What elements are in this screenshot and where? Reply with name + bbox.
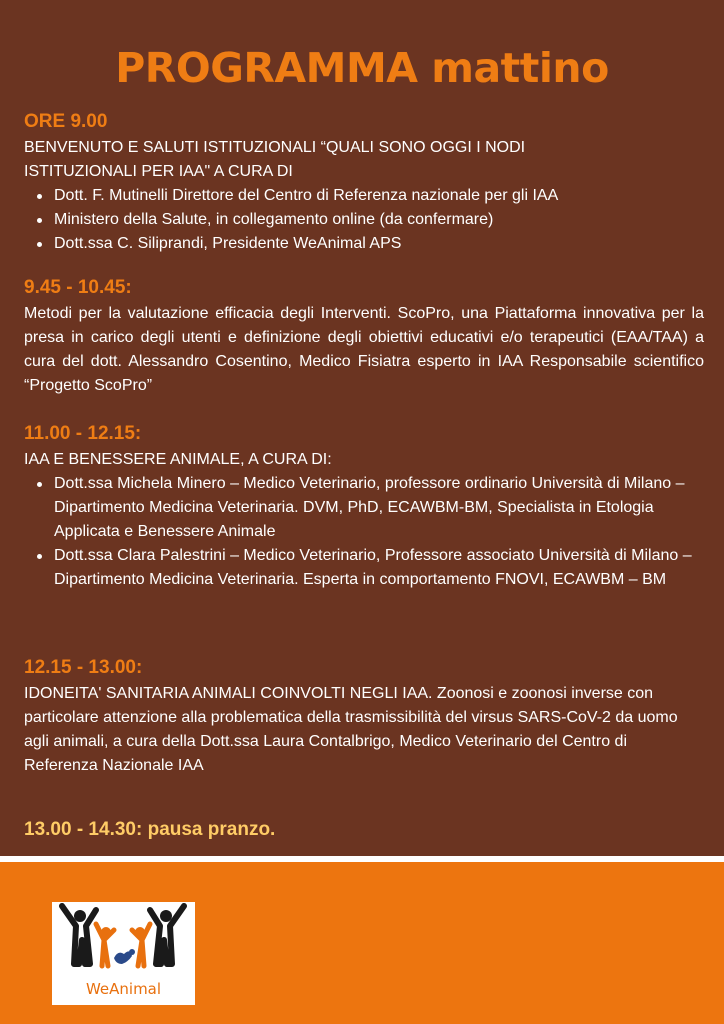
- logo-text: WeAnimal: [85, 980, 162, 998]
- speaker-item: Ministero della Salute, in collegamento online (da confermare): [24, 208, 704, 232]
- speaker-item: Dott.ssa C. Siliprandi, Presidente WeAnimal APS: [24, 232, 704, 256]
- section-time: 13.00 - 14.30: pausa pranzo.: [24, 819, 276, 840]
- section-intro-line: ISTITUZIONALI PER IAA" A CURA DI: [24, 163, 293, 180]
- section-12-15: [24, 656, 704, 778]
- section-time: 11.00 - 12.15:: [24, 423, 142, 444]
- section-time: 9.45 - 10.45:: [24, 277, 132, 298]
- section-body: IDONEITA' SANITARIA ANIMALI COINVOLTI NEGLI IAA. Zoonosi e zoonosi inverse con particolare attenzione alla problematica della trasmissibilità del virsus SARS-CoV-2 da uomo agli animali, a cura della Dott.ssa Laura Contalbrigo, Medico Veterinario del Centro di Referenza Nazionale IAA: [24, 685, 678, 774]
- speaker-item: Dott. F. Mutinelli Direttore del Centro di Referenza nazionale per gli IAA: [24, 184, 704, 208]
- page-title: PROGRAMMA mattino: [115, 44, 609, 92]
- section-body: Metodi per la valutazione efficacia degli Interventi. ScoPro, una Piattaforma innovativa per la presa in carico degli utenti e definizione degli obiettivi educativi e/o terapeutici (EAA/TAA) a cura del dott. Alessandro Cosentino, Medico Fisiatra esperto in IAA Responsabile scientifico “Progetto ScoPro”: [24, 305, 704, 394]
- section-9-00: [24, 110, 704, 256]
- weanimal-logo-icon: [52, 902, 195, 982]
- section-time: 12.15 - 13.00:: [24, 657, 143, 678]
- section-11-00: [24, 422, 704, 592]
- section-time: ORE 9.00: [24, 111, 108, 132]
- speaker-list: [24, 472, 704, 592]
- section-9-45: [24, 276, 704, 398]
- section-intro-line: IAA E BENESSERE ANIMALE, A CURA DI:: [24, 451, 332, 468]
- speaker-item: Dott.ssa Michela Minero – Medico Veterinario, professore ordinario Università di Milano – Dipartimento Medicina Veterinaria. DVM, PhD, ECAWBM-BM, Specialista in Etologia Applicata e Benessere Animale: [24, 472, 704, 544]
- section-intro-line: BENVENUTO E SALUTI ISTITUZIONALI “QUALI SONO OGGI I NODI: [24, 139, 526, 156]
- section-lunch: [24, 818, 704, 844]
- weanimal-logo: [52, 902, 195, 1005]
- speaker-list: [24, 184, 704, 256]
- speaker-item: Dott.ssa Clara Palestrini – Medico Veterinario, Professore associato Università di Milano – Dipartimento Medicina Veterinaria. Esperta in comportamento FNOVI, ECAWBM – BM: [24, 544, 704, 592]
